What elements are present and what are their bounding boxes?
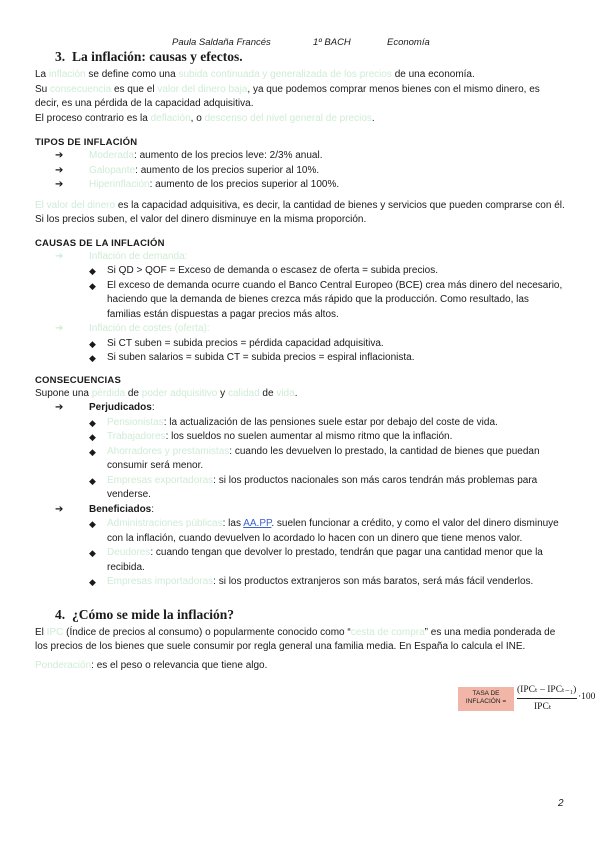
list-item: ◆ Deudores: cuando tengan que devolver lo prestado, tendrán que pagar una cantidad menor que la recibida. [89, 547, 543, 573]
list-item: ◆ Si CT suben = subida precios = pérdida capacidad adquisitiva. [35, 337, 565, 352]
list-item: ◆ Si suben salarios = subida CT = subida precios = espiral inflacionista. [35, 351, 565, 366]
consequences-intro: Supone una pérdida de poder adquisitivo y calidad de vida. [35, 387, 298, 399]
header-author: Paula Saldaña Francés [172, 37, 271, 48]
arrow-icon: ➔ [55, 164, 64, 176]
arrow-icon: ➔ [55, 323, 64, 334]
ipc-paragraph: El IPC (Índice de precios al consumo) o popularmente conocido como “cesta de compra” es una media ponderada de los precios de los bienes que suele consumir por regla general una familia media. En España lo calcula el INE. [35, 626, 556, 652]
consequences-heading: CONSECUENCIAS [35, 374, 121, 386]
page-number: 2 [558, 798, 564, 809]
aapp-link[interactable]: AA.PP [243, 518, 272, 529]
harmed-label: ➔ Perjudicados: [35, 401, 565, 416]
formula-label-box: TASA DE INFLACIÓN = [458, 687, 514, 711]
diamond-bullet-icon: ◆ [89, 266, 96, 276]
section-4-title: 4. ¿Cómo se mide la inflación? [55, 606, 234, 622]
diamond-bullet-icon: ◆ [89, 519, 96, 529]
definition-paragraph: La inflación se define como una subida continuada y generalizada de los precios de una economía. [35, 69, 475, 80]
arrow-icon: ➔ [55, 250, 64, 262]
diamond-bullet-icon: ◆ [89, 280, 96, 291]
header-subject: Economía [387, 37, 430, 48]
benefited-label: ➔ Beneficiados: [35, 503, 565, 518]
list-item: ◆ El exceso de demanda ocurre cuando el Banco Central Europeo (BCE) crea más dinero del necesario, haciendo que la demanda de bienes crezca más rápido que la producción. Como resultado, las familias están dispuestas a pagar precios más altos. [89, 279, 563, 320]
formula-denominator: IPCₜ [534, 702, 552, 712]
money-value-paragraph: El valor del dinero es la capacidad adquisitiva, es decir, la cantidad de bienes y servicios que pueden comprarse con él. Si los precios suben, el valor del dinero disminuye en la misma proporción. [35, 199, 565, 225]
diamond-bullet-icon: ◆ [89, 577, 96, 587]
list-item: ◆ Trabajadores: los sueldos no suelen aumentar al mismo ritmo que la inflación. [35, 430, 565, 445]
diamond-bullet-icon: ◆ [89, 353, 96, 363]
formula-numerator: (IPCₜ – IPCₜ₋₁) [517, 685, 577, 695]
list-item: ➔ Galopante: aumento de los precios superior al 10%. [35, 164, 565, 179]
causes-heading: CAUSAS DE LA INFLACIÓN [35, 237, 165, 249]
list-item: ◆ Si QD > QOF = Exceso de demanda o escasez de oferta = subida precios. [35, 264, 565, 279]
diamond-bullet-icon: ◆ [89, 338, 96, 349]
consequence-paragraph: Su consecuencia es que el valor del dinero baja, ya que podemos comprar menos bienes con el mismo dinero, es decir, es una pérdida de la capacidad adquisitiva. [35, 83, 540, 109]
diamond-bullet-icon: ◆ [89, 475, 96, 486]
fraction-bar [517, 698, 577, 699]
cost-inflation-label: ➔ Inflación de costes (oferta): [35, 322, 565, 337]
list-item: ◆ Pensionistas: la actualización de las pensiones suele estar por debajo del coste de vida. [35, 416, 565, 431]
section-3-title: 3. La inflación: causas y efectos. [55, 49, 243, 64]
demand-inflation-label: ➔ Inflación de demanda: [35, 250, 565, 265]
arrow-icon: ➔ [55, 503, 64, 515]
header-course: 1º BACH [313, 37, 351, 48]
weighting-paragraph: Ponderación: es el peso o relevancia que tiene algo. [35, 659, 268, 671]
formula-multiplier: ·100 [578, 692, 596, 702]
list-item: ➔ Hiperinflación: aumento de los precios superior al 100%. [35, 178, 565, 193]
list-item: ◆ Empresas exportadoras: si los productos nacionales son más caros tendrán más problemas para venderse. [89, 474, 538, 500]
types-list [35, 149, 565, 193]
inflation-rate-formula [421, 684, 596, 718]
list-item: ◆ Ahorradores y prestamistas: cuando les devuelven lo prestado, la cantidad de bienes que puedan consumir será menor. [89, 445, 540, 471]
diamond-bullet-icon: ◆ [89, 417, 96, 428]
list-item: ◆ Administraciones públicas: las AA.PP. suelen funcionar a crédito, y como el valor del dinero disminuye con la inflación, cuando devuelven lo acordado lo hacen con un dinero que tiene menos valor. [89, 518, 559, 544]
diamond-bullet-icon: ◆ [89, 446, 96, 457]
diamond-bullet-icon: ◆ [89, 548, 96, 558]
arrow-icon: ➔ [55, 402, 64, 413]
list-item: ◆ Empresas importadoras: si los productos extranjeros son más baratos, será más fácil venderlos. [35, 575, 565, 590]
deflation-paragraph: El proceso contrario es la deflación, o descenso del nivel general de precios. [35, 112, 375, 124]
content [35, 48, 565, 673]
diamond-bullet-icon: ◆ [89, 432, 96, 442]
list-item: ➔ Moderada: aumento de los precios leve: 2/3% anual. [35, 149, 565, 164]
arrow-icon: ➔ [55, 179, 64, 190]
types-heading: TIPOS DE INFLACIÓN [35, 137, 138, 148]
arrow-icon: ➔ [55, 150, 64, 161]
